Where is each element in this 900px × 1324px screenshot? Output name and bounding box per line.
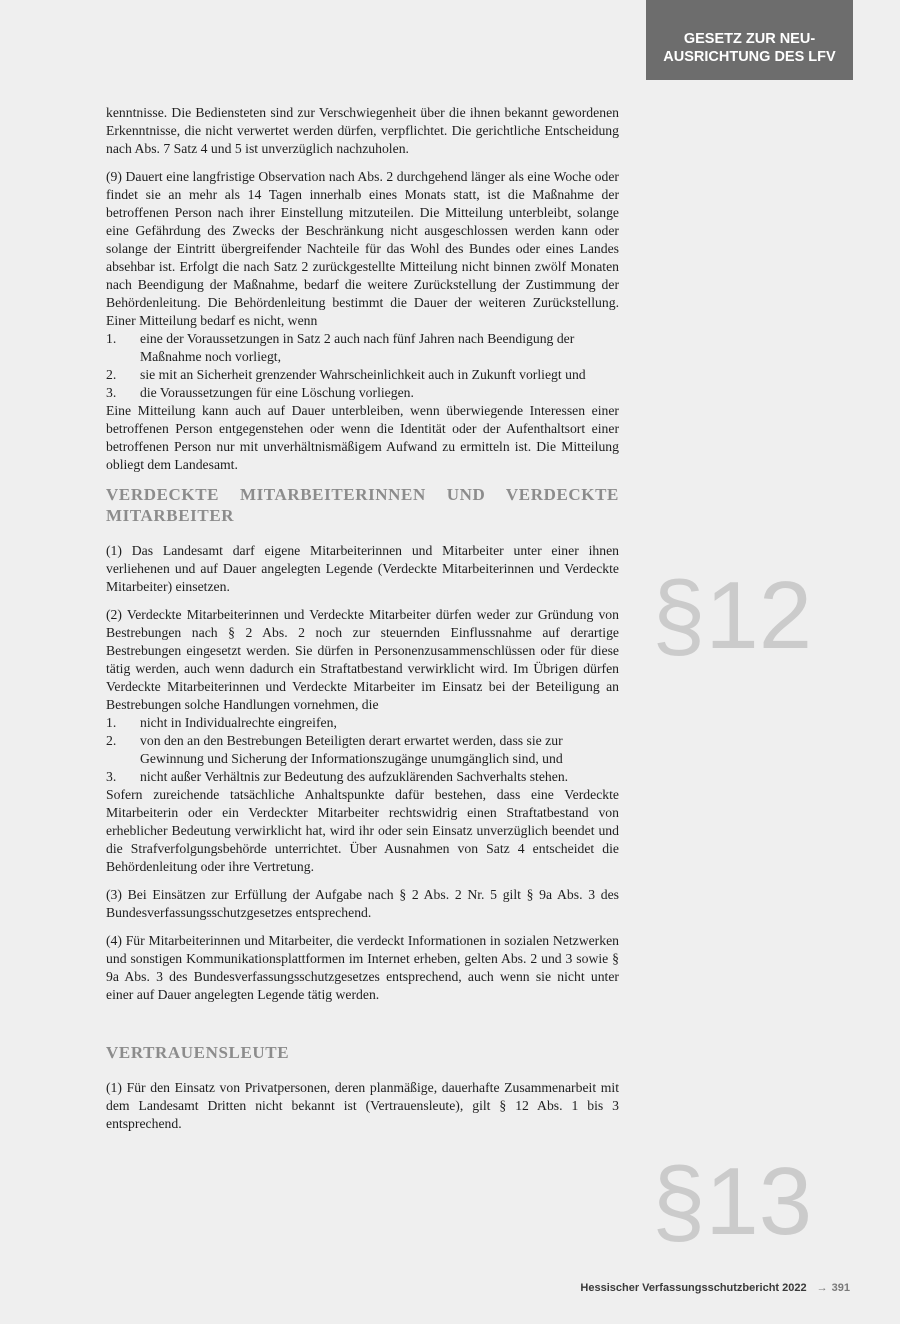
section-13-p1: (1) Für den Einsatz von Privatpersonen, deren planmäßige, dauerhafte Zusammenarbeit mit dem Landesamt Dritten nicht bekannt ist (Vertrauensleute), gilt § 12 Abs. 1 bis 3 entsprechend. [106, 1080, 619, 1131]
list-number: 3. [106, 385, 117, 400]
section-13-heading: VERTRAUENSLEUTE [106, 1043, 290, 1062]
section-12-heading: VERDECKTE MITARBEITERINNEN UND VERDECKTE MITARBEITER [106, 485, 619, 525]
paragraph-9-list [106, 330, 619, 402]
intro-paragraph: kenntnisse. Die Bediensteten sind zur Verschwiegenheit über die ihnen bekannt gewordenen Erkenntnisse, die nicht verwertet werden dürfen, verpflichtet. Die gerichtliche Entscheidung nach Abs. 7 Satz 4 und 5 ist unverzüglich nachzuholen. [106, 105, 619, 156]
list-text: von den an den Bestrebungen Beteiligten derart erwartet werden, dass sie zur Gewinnung und Sicherung der Informationszugänge unumgänglich sind, und [140, 733, 563, 766]
list-text: nicht außer Verhältnis zur Bedeutung des aufzuklärenden Sachverhalts stehen. [140, 769, 569, 784]
paragraph-9 [106, 168, 619, 474]
section-12-p3: (3) Bei Einsätzen zur Erfüllung der Aufgabe nach § 2 Abs. 2 Nr. 5 gilt § 9a Abs. 3 des Bundesverfassungsschutzgesetzes entsprechend. [106, 887, 619, 920]
section-12-p1: (1) Das Landesamt darf eigene Mitarbeiterinnen und Mitarbeiter unter einer ihnen verliehenen und auf Dauer angelegten Legende (Verdeckte Mitarbeiterinnen und Verdeckte Mitarbeiter) einsetzen. [106, 543, 619, 594]
list-item [106, 330, 619, 366]
list-item [106, 366, 619, 384]
section-12-p4: (4) Für Mitarbeiterinnen und Mitarbeiter, die verdeckt Informationen in sozialen Netzwerken und sonstigen Kommunikationsplattformen im Internet erheben, gelten Abs. 2 und 3 sowie § 9a Abs. 3 des Bundesverfassungsschutzgesetzes entsprechend, auch wenn sie nicht unter einer auf Dauer angelegten Legende tätig werden. [106, 933, 619, 1002]
list-item [106, 768, 619, 786]
list-text: eine der Voraussetzungen in Satz 2 auch nach fünf Jahren nach Beendigung der Maßnahme noch vorliegt, [140, 331, 575, 364]
page-footer [580, 1282, 850, 1294]
list-text: nicht in Individualrechte eingreifen, [140, 715, 337, 730]
section-13-number: §13 [652, 1148, 813, 1255]
section-12-p2-tail: Sofern zureichende tatsächliche Anhaltspunkte dafür bestehen, dass eine Verdeckte Mitarbeiterin oder ein Verdeckter Mitarbeiter rechtswidrig einen Straftatbestand von erheblicher Bedeutung verwirklicht hat, wird ihr oder sein Einsatz unverzüglich beendet und die Strafverfolgungsbehörde unterrichtet. Über Ausnahmen von Satz 4 entscheidet die Behördenleitung oder ihre Vertretung. [106, 787, 619, 874]
chapter-tag-line1: GESETZ ZUR NEU- [683, 31, 816, 47]
list-number: 2. [106, 367, 117, 382]
list-number: 3. [106, 769, 117, 784]
page-number: 391 [831, 1282, 850, 1294]
list-item [106, 384, 619, 402]
footer-title: Hessischer Verfassungsschutzbericht 2022 [580, 1282, 807, 1294]
paragraph-9-tail: Eine Mitteilung kann auch auf Dauer unterbleiben, wenn überwiegende Interessen einer betroffenen Person entgegenstehen oder wenn die Identität oder der Aufenthaltsort einer betroffenen Person nur mit unverhältnismäßigem Aufwand zu ermitteln ist. Die Mitteilung obliegt dem Landesamt. [106, 403, 619, 472]
section-12-number: §12 [652, 562, 813, 669]
list-number: 1. [106, 331, 117, 346]
list-item [106, 714, 619, 732]
section-12-list [106, 714, 619, 786]
chapter-tag-line2: AUSRICHTUNG DES LFV [663, 49, 836, 65]
list-text: sie mit an Sicherheit grenzender Wahrscheinlichkeit auch in Zukunft vorliegt und [140, 367, 586, 382]
chapter-tag [646, 0, 853, 80]
list-item [106, 732, 619, 768]
list-text: die Voraussetzungen für eine Löschung vorliegen. [140, 385, 414, 400]
arrow-right-icon: → [816, 1282, 828, 1294]
list-number: 1. [106, 715, 117, 730]
main-text [106, 104, 619, 1143]
list-number: 2. [106, 733, 117, 748]
section-12-p2 [106, 606, 619, 876]
section-12-p2-text: (2) Verdeckte Mitarbeiterinnen und Verdeckte Mitarbeiter dürfen weder zur Gründung von Bestrebungen nach § 2 Abs. 2 noch zur steuernden Einflussnahme auf derartige Bestrebungen eingesetzt werden. Sie dürfen in Personenzusammenschlüssen oder für diese tätig werden, auch wenn dadurch ein Straftatbestand verwirklicht wird. Im Übrigen dürfen Verdeckte Mitarbeiterinnen und Verdeckte Mitarbeiter im Einsatz bei der Beteiligung an Bestrebungen solche Handlungen vornehmen, die [106, 607, 619, 712]
paragraph-9-text: (9) Dauert eine langfristige Observation nach Abs. 2 durchgehend länger als eine Woche oder findet sie an mehr als 14 Tagen innerhalb eines Monats statt, ist die Maßnahme der betroffenen Person nach ihrer Einstellung mitzuteilen. Die Mitteilung unterbleibt, solange eine Gefährdung des Zwecks der Beschränkung nicht ausgeschlossen werden kann oder solange der Eintritt übergreifender Nachteile für das Wohl des Bundes oder eines Landes absehbar ist. Erfolgt die nach Satz 2 zurückgestellte Mitteilung nicht binnen zwölf Monaten nach Beendigung der Maßnahme, bedarf die weitere Zurückstellung der Zustimmung der Behördenleitung. Die Behördenleitung bestimmt die Dauer der weiteren Zurückstellung. Einer Mitteilung bedarf es nicht, wenn [106, 169, 619, 328]
